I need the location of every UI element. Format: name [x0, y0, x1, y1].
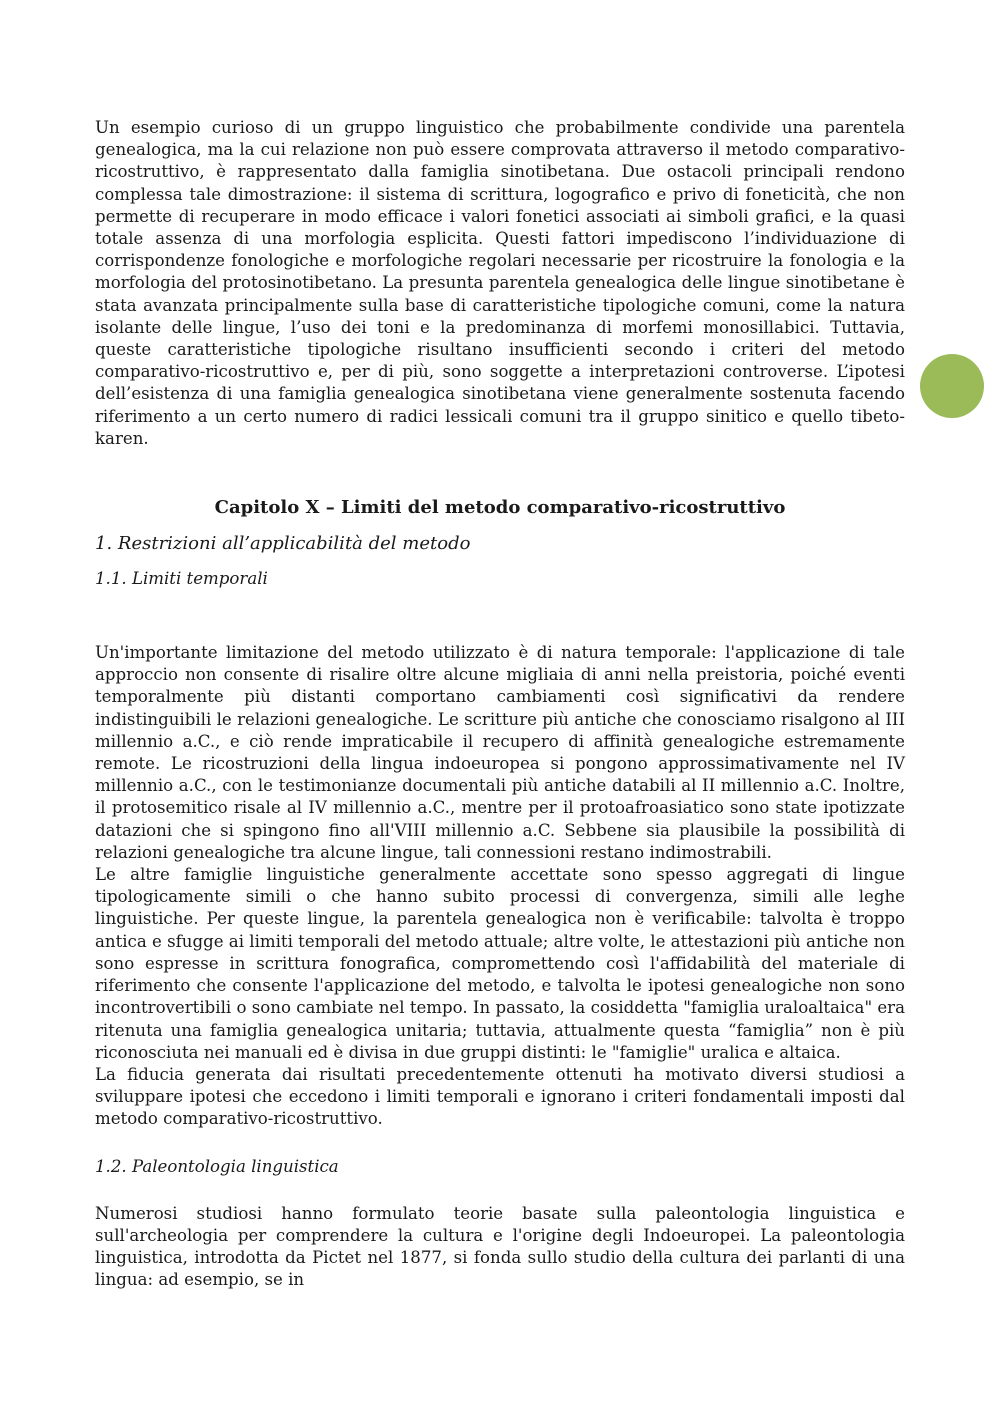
page-content	[95, 117, 905, 1291]
page-marker-dot	[920, 354, 984, 418]
body-paragraph: Le altre famiglie linguistiche generalmente accettate sono spesso aggregati di lingue tipologicamente simili o che hanno subito processi di convergenza, simili alle leghe linguistiche. Per queste lingue, la parentela genealogica non è verificabile: talvolta è troppo antica e sfugge ai limiti temporali del metodo attuale; altre volte, le attestazioni più antiche non sono espresse in scrittura fonografica, compromettendo così l'affidabilità del materiale di riferimento che consente l'applicazione del metodo, e talvolta le ipotesi genealogiche non sono incontrovertibili o sono cambiate nel tempo. In passato, la cosiddetta "famiglia uraloaltaica" era ritenuta una famiglia genealogica unitaria; tuttavia, attualmente questa “famiglia” non è più riconosciuta nei manuali ed è divisa in due gruppi distinti: le "famiglie" uralica e altaica.	[95, 865, 905, 1062]
body-paragraph: Numerosi studiosi hanno formulato teorie basate sulla paleontologia linguistica e sull'archeologia per comprendere la cultura e l'origine degli Indoeuropei. La paleontologia linguistica, introdotta da Pictet nel 1877, si fonda sullo studio della cultura dei parlanti di una lingua: ad esempio, se in	[95, 1203, 905, 1290]
body-paragraph: La fiducia generata dai risultati precedentemente ottenuti ha motivato diversi studiosi a sviluppare ipotesi che eccedono i limiti temporali e ignorano i criteri fondamentali imposti dal metodo comparativo-ricostruttivo.	[95, 1064, 905, 1129]
section-heading-1-1: 1.1. Limiti temporali	[95, 569, 268, 589]
body-paragraph: Un'importante limitazione del metodo utilizzato è di natura temporale: l'applicazione di tale approccio non consente di risalire oltre alcune migliaia di anni nella preistoria, poiché eventi temporalmente più distanti comportano cambiamenti così significativi da rendere indistinguibili le relazioni genealogiche. Le scritture più antiche che conosciamo risalgono al III millennio a.C., e ciò rende impraticabile il recupero di affinità genealogiche estremamente remote. Le ricostruzioni della lingua indoeuropea si pongono approssimativamente nel IV millennio a.C., con le testimonianze documentali più antiche databili al II millennio a.C. Inoltre, il protosemitico risale al IV millennio a.C., mentre per il protoafroasiatico sono state ipotizzate datazioni che si spingono fino all'VIII millennio a.C. Sebbene sia plausibile la possibilità di relazioni genealogiche tra alcune lingue, tali connessioni restano indimostrabili.	[95, 643, 905, 862]
intro-paragraph: Un esempio curioso di un gruppo linguistico che probabilmente condivide una parentela genealogica, ma la cui relazione non può essere comprovata attraverso il metodo comparativo-ricostruttivo, è rappresentato dalla famiglia sinotibetana. Due ostacoli principali rendono complessa tale dimostrazione: il sistema di scrittura, logografico e privo di foneticità, che non permette di recuperare in modo efficace i valori fonetici associati ai simboli grafici, e la quasi totale assenza di una morfologia esplicita. Questi fattori impediscono l’individuazione di corrispondenze fonologiche e morfologiche regolari necessarie per ricostruire la fonologia e la morfologia del protosinotibetano. La presunta parentela genealogica delle lingue sinotibetane è stata avanzata principalmente sulla base di caratteristiche tipologiche comuni, come la natura isolante delle lingue, l’uso dei toni e la predominanza di morfemi monosillabici. Tuttavia, queste caratteristiche tipologiche risultano insufficienti secondo i criteri del metodo comparativo-ricostruttivo e, per di più, sono soggette a interpretazioni controverse. L’ipotesi dell’esistenza di una famiglia genealogica sinotibetana viene generalmente sostenuta facendo riferimento a un certo numero di radici lessicali comuni tra il gruppo sinitico e quello tibeto-karen.	[95, 118, 905, 448]
chapter-title: Capitolo X – Limiti del metodo comparativo-ricostruttivo	[214, 497, 786, 519]
section-heading-1-2: 1.2. Paleontologia linguistica	[95, 1156, 339, 1176]
section-heading-1: 1. Restrizioni all’applicabilità del metodo	[95, 533, 471, 555]
